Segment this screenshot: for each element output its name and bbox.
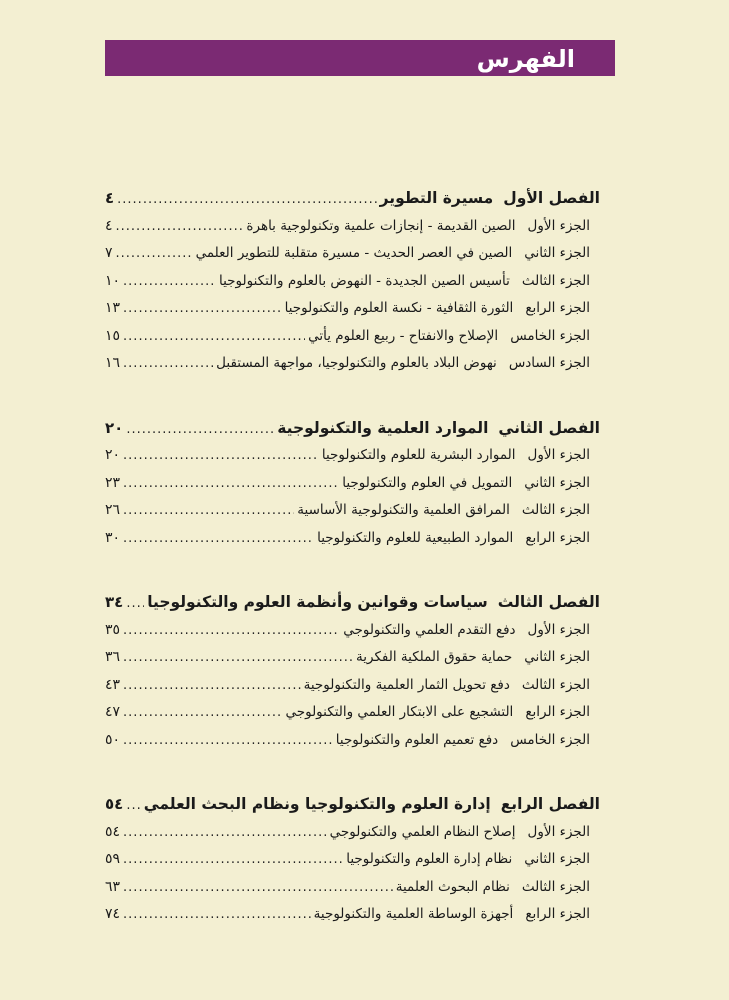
page-number: ٥٩ (105, 851, 121, 867)
part-title: نظام البحوث العلمية (395, 878, 510, 895)
dot-leader (123, 470, 339, 498)
page-number: ٥٤ (105, 795, 124, 813)
part-entry[interactable] (105, 470, 600, 498)
dot-leader (116, 240, 193, 268)
chapter-entry[interactable] (105, 415, 600, 443)
part-title: أجهزة الوساطة العلمية والتكنولوجية (313, 906, 514, 922)
chapter-title: إدارة العلوم والتكنولوجيا ونظام البحث العلمي (143, 795, 491, 813)
dot-leader (123, 644, 353, 672)
chapter-label: الفصل الثالث (497, 593, 600, 611)
dot-leader (123, 672, 301, 700)
part-entry[interactable] (105, 268, 600, 296)
part-title: الموارد البشرية للعلوم والتكنولوجيا (321, 447, 516, 463)
dot-leader (123, 727, 333, 755)
dot-leader (126, 590, 144, 618)
part-title: دفع تحويل الثمار العلمية والتكنولوجية (303, 676, 510, 693)
dot-leader (123, 846, 343, 874)
part-entry[interactable] (105, 819, 600, 847)
page-number: ٥٤ (105, 823, 121, 840)
chapter-entry[interactable] (105, 791, 600, 819)
header-banner (105, 40, 615, 76)
chapter-section (105, 185, 600, 378)
page-number: ٣٥ (105, 621, 121, 638)
part-label: الجزء الثاني (524, 474, 590, 491)
part-label: الجزء الثالث (521, 878, 590, 895)
dot-leader (123, 901, 311, 929)
page-number: ١٣ (105, 300, 121, 316)
part-entry[interactable] (105, 350, 600, 378)
chapter-label: الفصل الثاني (498, 418, 600, 437)
part-label: الجزء الأول (527, 621, 590, 638)
part-title: دفع تعميم العلوم والتكنولوجيا (335, 731, 499, 748)
part-title: التشجيع على الابتكار العلمي والتكنولوجي (285, 704, 514, 720)
chapter-label: الفصل الأول (503, 189, 600, 207)
part-label: الجزء الأول (527, 217, 590, 234)
part-entry[interactable] (105, 901, 600, 929)
dot-leader (123, 819, 327, 847)
chapter-entry[interactable] (105, 185, 600, 213)
part-entry[interactable] (105, 213, 600, 241)
page-number: ٣٤ (105, 593, 124, 611)
part-label: الجزء الخامس (510, 327, 590, 344)
page-number: ٧٤ (105, 906, 121, 922)
dot-leader (123, 323, 305, 351)
part-entry[interactable] (105, 442, 600, 470)
dot-leader (123, 699, 282, 727)
dot-leader (126, 416, 274, 444)
page-number: ٤٣ (105, 676, 121, 693)
dot-leader (123, 525, 314, 553)
page-number: ٣٠ (105, 529, 121, 546)
part-entry[interactable] (105, 525, 600, 553)
page-number: ٤٧ (105, 704, 121, 720)
part-title: الثورة الثقافية - نكسة العلوم والتكنولوجيا (284, 300, 514, 316)
part-entry[interactable] (105, 617, 600, 645)
part-label: الجزء الرابع (525, 906, 590, 922)
part-label: الجزء الخامس (510, 731, 590, 748)
page-number: ٦٣ (105, 878, 121, 895)
page-title: الفهرس (476, 45, 575, 73)
page-number: ٤ (105, 189, 115, 207)
page-number: ١٦ (105, 355, 121, 371)
page-number: ٢٦ (105, 502, 121, 518)
part-title: دفع التقدم العلمي والتكنولوجي (343, 621, 516, 638)
part-entry[interactable] (105, 846, 600, 874)
part-title: التمويل في العلوم والتكنولوجيا (342, 474, 513, 491)
dot-leader (123, 295, 282, 323)
part-title: إصلاح النظام العلمي والتكنولوجي (329, 823, 516, 840)
dot-leader (123, 497, 294, 525)
dot-leader (123, 268, 216, 296)
chapter-title: مسيرة التطوير (379, 189, 494, 207)
chapter-section (105, 791, 600, 929)
part-label: الجزء الثاني (524, 245, 590, 261)
part-entry[interactable] (105, 699, 600, 727)
dot-leader (117, 186, 376, 214)
part-entry[interactable] (105, 874, 600, 902)
table-of-contents (105, 185, 600, 966)
part-title: حماية حقوق الملكية الفكرية (356, 649, 513, 665)
part-entry[interactable] (105, 240, 600, 268)
page-number: ١٠ (105, 272, 121, 289)
part-label: الجزء الثالث (521, 272, 590, 289)
part-label: الجزء الثالث (521, 502, 590, 518)
dot-leader (123, 874, 393, 902)
page-number: ١٥ (105, 327, 121, 344)
part-label: الجزء الأول (527, 823, 590, 840)
part-entry[interactable] (105, 672, 600, 700)
part-title: نهوض البلاد بالعلوم والتكنولوجيا، مواجهة المستقبل (216, 355, 497, 371)
part-entry[interactable] (105, 323, 600, 351)
part-entry[interactable] (105, 644, 600, 672)
dot-leader (126, 792, 140, 820)
dot-leader (123, 442, 319, 470)
dot-leader (116, 213, 244, 241)
dot-leader (123, 350, 213, 378)
page-number: ٢٠ (105, 447, 121, 463)
part-entry[interactable] (105, 497, 600, 525)
page-number: ٣٦ (105, 649, 121, 665)
chapter-entry[interactable] (105, 589, 600, 617)
chapter-section (105, 415, 600, 553)
chapter-label: الفصل الرابع (500, 795, 600, 813)
part-title: المرافق العلمية والتكنولوجية الأساسية (297, 502, 510, 518)
part-label: الجزء الرابع (525, 529, 590, 546)
part-label: الجزء الرابع (525, 704, 590, 720)
part-title: تأسيس الصين الجديدة - النهوض بالعلوم والتكنولوجيا (218, 272, 510, 289)
page-number: ٢٣ (105, 474, 121, 491)
part-label: الجزء الأول (527, 447, 590, 463)
page-number: ٥٠ (105, 731, 121, 748)
page-number: ٤ (105, 217, 113, 234)
part-label: الجزء السادس (508, 355, 590, 371)
part-label: الجزء الثاني (524, 851, 590, 867)
part-title: نظام إدارة العلوم والتكنولوجيا (346, 851, 513, 867)
part-label: الجزء الثاني (524, 649, 590, 665)
chapter-section (105, 589, 600, 754)
part-entry[interactable] (105, 727, 600, 755)
part-title: الموارد الطبيعية للعلوم والتكنولوجيا (317, 529, 514, 546)
part-entry[interactable] (105, 295, 600, 323)
page-number: ٢٠ (105, 418, 124, 437)
part-title: الصين في العصر الحديث - مسيرة متقلبة للتطوير العلمي (195, 245, 513, 261)
chapter-title: الموارد العلمية والتكنولوجية (277, 418, 489, 437)
part-label: الجزء الثالث (521, 676, 590, 693)
part-label: الجزء الرابع (525, 300, 590, 316)
chapter-title: سياسات وقوانين وأنظمة العلوم والتكنولوجيا (147, 593, 488, 611)
dot-leader (123, 617, 340, 645)
part-title: الإصلاح والانفتاح - ربيع العلوم يأتي (308, 327, 499, 344)
page-number: ٧ (105, 245, 113, 261)
part-title: الصين القديمة - إنجازات علمية وتكنولوجية باهرة (246, 217, 516, 234)
